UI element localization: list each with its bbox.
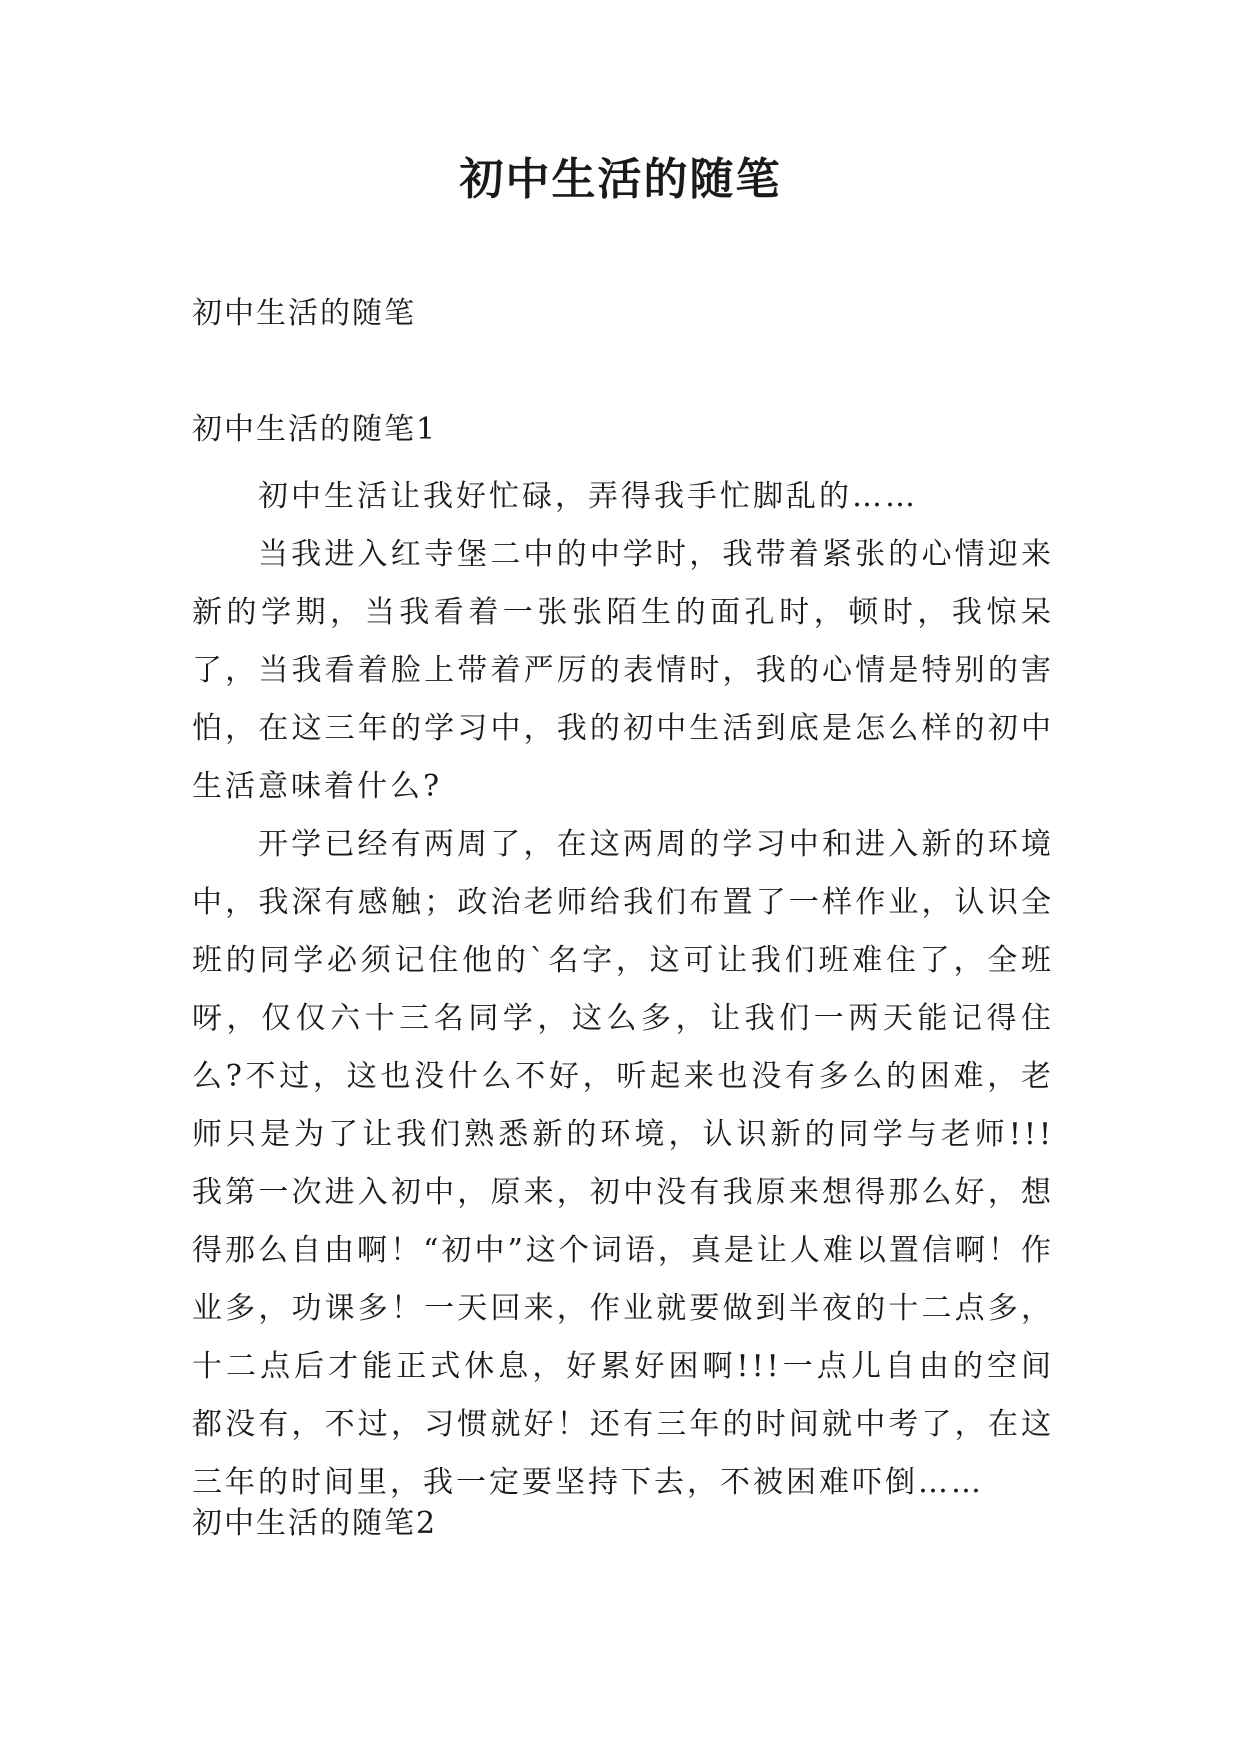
document-title: 初中生活的随笔 — [459, 154, 782, 205]
paragraph-2: 当我进入红寺堡二中的中学时，我带着紧张的心情迎来新的学期，当我看着一张张陌生的面孔时，顿时，我惊呆了，当我看着脸上带着严厉的表情时，我的心情是特别的害怕，在这三年的学习中，我的初中生活到底是怎么样的初中生活意味着什么? — [192, 537, 1054, 804]
section-heading-1: 初中生活的随笔1 — [192, 412, 438, 447]
paragraph-1: 初中生活让我好忙碌，弄得我手忙脚乱的…… — [258, 479, 918, 514]
paragraph-3: 开学已经有两周了，在这两周的学习中和进入新的环境中，我深有感触；政治老师给我们布置了一样作业，认识全班的同学必须记住他的`名字，这可让我们班难住了，全班呀，仅仅六十三名同学，这么多，让我们一两天能记得住么?不过，这也没什么不好，听起来也没有多么的困难，老师只是为了让我们熟悉新的环境，认识新的同学与老师!!!我第一次进入初中，原来，初中没有我原来想得那么好，想得那么自由啊！“初中”这个词语，真是让人难以置信啊！作业多，功课多！一天回来，作业就要做到半夜的十二点多，十二点后才能正式休息，好累好困啊!!!一点儿自由的空间都没有，不过，习惯就好！还有三年的时间就中考了，在这三年的时间里，我一定要坚持下去，不被困难吓倒…… — [192, 827, 1054, 1500]
section-heading-2: 初中生活的随笔2 — [192, 1506, 438, 1541]
document-subtitle: 初中生活的随笔 — [192, 296, 416, 331]
